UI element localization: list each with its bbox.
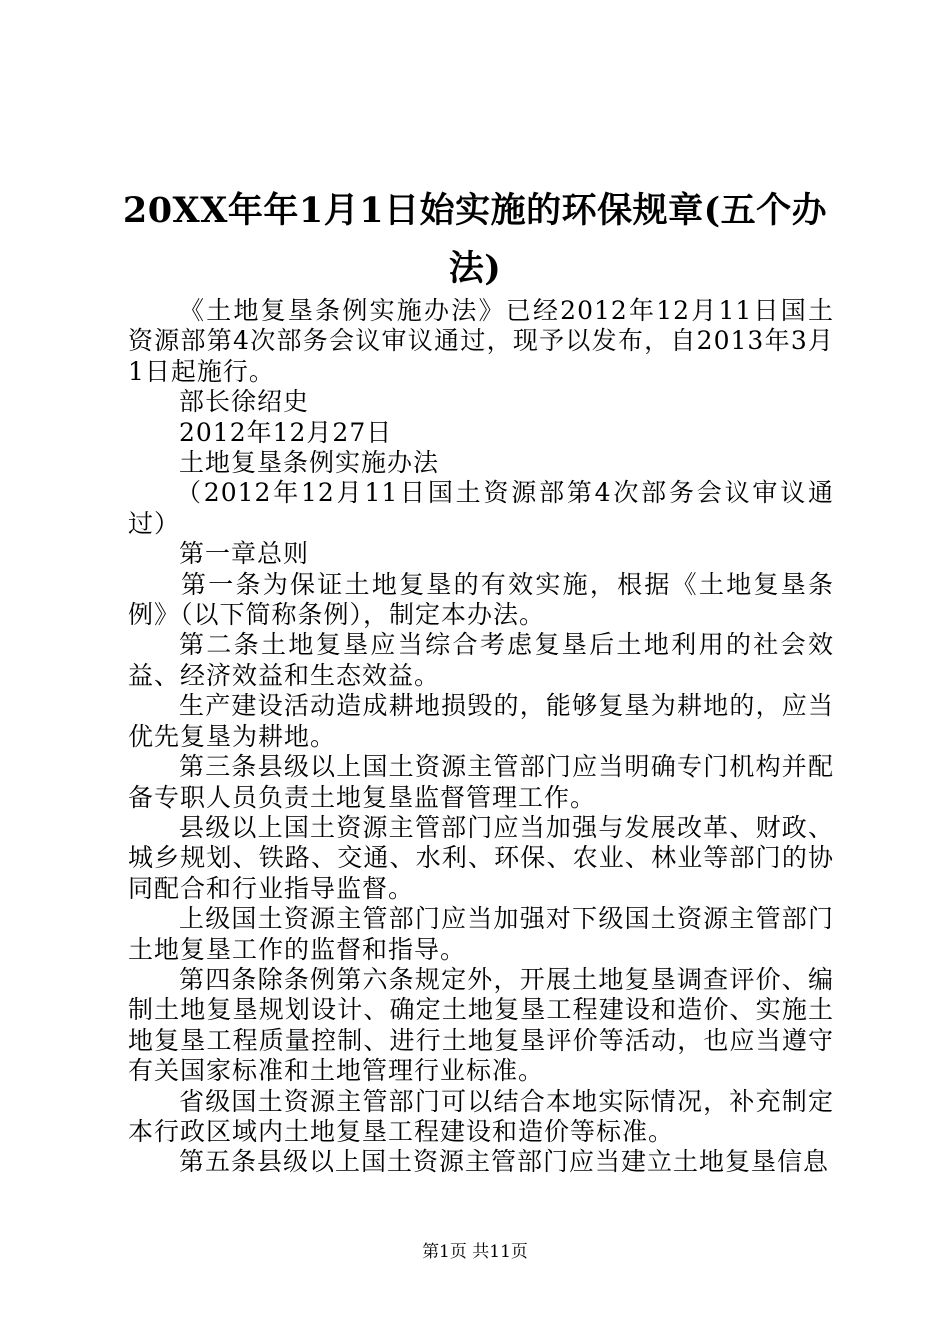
paragraph-signatory: 部长徐绍史	[179, 387, 310, 417]
article-3-clause-a: 县级以上国土资源主管部门应当加强与发展改革、财政、城乡规划、铁路、交通、水利、环保、农业、林业等部门的协同配合和行业指导监督。	[128, 812, 834, 903]
article-4-clause: 省级国土资源主管部门可以结合本地实际情况，补充制定本行政区域内土地复垦工程建设和造价等标准。	[128, 1086, 834, 1146]
article-4: 第四条除条例第六条规定外，开展土地复垦调查评价、编制土地复垦规划设计、确定土地复垦工程建设和造价、实施土地复垦工程质量控制、进行土地复垦评价等活动，也应当遵守有关国家标准和土地管理行业标准。	[128, 964, 834, 1086]
article-2-clause: 生产建设活动造成耕地损毁的，能够复垦为耕地的，应当优先复垦为耕地。	[128, 691, 834, 751]
article-3-clause-b: 上级国土资源主管部门应当加强对下级国土资源主管部门土地复垦工作的监督和指导。	[128, 904, 834, 964]
article-1: 第一条为保证土地复垦的有效实施，根据《土地复垦条例》（以下简称条例），制定本办法。	[128, 569, 834, 630]
paragraph-announcement: 《土地复垦条例实施办法》已经2012年12月11日国土资源部第4次部务会议审议通过，现予以发布，自2013年3月1日起施行。	[128, 296, 834, 386]
paragraph-doc-name: 土地复垦条例实施办法	[179, 448, 440, 478]
article-3: 第三条县级以上国土资源主管部门应当明确专门机构并配备专职人员负责土地复垦监督管理工作。	[128, 752, 834, 812]
article-2: 第二条土地复垦应当综合考虑复垦后土地利用的社会效益、经济效益和生态效益。	[128, 630, 834, 690]
article-5: 第五条县级以上国土资源主管部门应当建立土地复垦信息	[179, 1147, 830, 1177]
document-body	[128, 296, 834, 1178]
paragraph-date: 2012年12月27日	[179, 417, 393, 447]
document-title: 20XX年年1月1日始实施的环保规章(五个办法)	[122, 190, 828, 289]
chapter-heading: 第一章总则	[179, 539, 310, 569]
paragraph-approval-note: （2012年12月11日国土资源部第4次部务会议审议通过）	[128, 478, 834, 538]
page-number-footer: 第1页 共11页	[422, 1242, 528, 1262]
